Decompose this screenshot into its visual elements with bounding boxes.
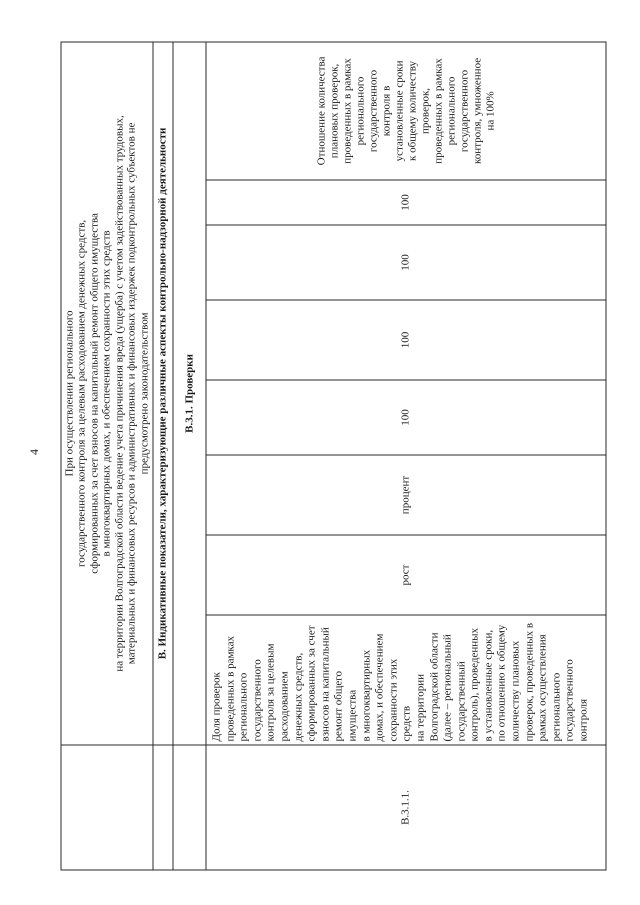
description-line: Волгоградской области [427, 632, 440, 741]
description-line: проверок, проведенных в [522, 622, 535, 741]
formula-line: плановых проверок, [327, 63, 340, 158]
formula-line: государственного [366, 69, 379, 152]
description-line: государственного [250, 658, 263, 741]
description-line: домах, и обеспечением [373, 633, 386, 741]
description-line: (далее – региональный [441, 633, 454, 741]
description-line: взносов на капитальный [318, 626, 331, 741]
subsection-title: В.3.1. Проверки [173, 41, 206, 744]
header-note-line: на территории Волгоградской области ведение учета причинения вреда (ущерба) с учетом задействованных трудовых, [112, 114, 125, 672]
header-note-line: в многоквартирных домах, и обеспечением сохранности этих средств [100, 229, 113, 556]
indicator-description [206, 615, 606, 745]
formula-line: регионального [353, 76, 366, 145]
header-note-line: государственного контроля за целевым расходованием денежных средств, [75, 219, 88, 567]
indicator-value: 100 [206, 380, 606, 455]
description-line: проведенных в рамках [223, 635, 236, 741]
formula-line: к общему количеству [405, 60, 418, 161]
description-line: контроль), проведенных [468, 627, 481, 741]
indicator-table-wrapper [60, 42, 605, 870]
description-line: количеству плановых [509, 640, 522, 741]
indicator-table [60, 41, 606, 870]
table-row [206, 41, 606, 869]
header-note-line: сформированных за счет взносов на капитальный ремонт общего имущества [87, 212, 100, 574]
indicator-unit: процент [206, 455, 606, 535]
header-note-line: предусмотрено законодательством [137, 311, 150, 474]
indicator-direction: рост [206, 535, 606, 615]
description-line: имущества [345, 689, 358, 741]
description-line: рамках осуществления [536, 633, 549, 741]
subsection-empty-cell [173, 745, 206, 870]
formula-line: контроля в [379, 85, 392, 136]
description-line: регионального [237, 672, 250, 741]
description-line: в установленные сроки, [481, 629, 494, 741]
header-note-line: материальных и финансовых ресурсов и административных и финансовых издержек подконтрольных субъектов не [125, 122, 138, 664]
description-line: сформированных за счет [305, 624, 318, 741]
description-line: регионального [549, 672, 562, 741]
formula-line: Отношение количества [314, 56, 327, 165]
description-line: государственный [454, 660, 467, 741]
indicator-value: 100 [206, 180, 606, 225]
section-row [153, 41, 173, 869]
description-line: денежных средств, [291, 652, 304, 741]
section-title: В. Индикативные показатели, характеризующие различные аспекты контрольно-надзорной деятельности [153, 41, 173, 744]
description-line: по отношению к общему [495, 624, 508, 741]
formula-line: проведенных в рамках [340, 57, 353, 164]
header-row [61, 41, 153, 869]
formula-line: проверок, [418, 87, 431, 134]
formula-line: установленные сроки [392, 59, 405, 161]
page-number: 4 [27, 449, 41, 455]
formula-line: регионального [444, 76, 457, 145]
indicator-code: В.3.1.1. [206, 745, 606, 870]
description-line: государственного [563, 658, 576, 741]
indicator-value: 100 [206, 225, 606, 300]
indicator-value: 100 [206, 300, 606, 380]
header-note-cell [61, 41, 153, 744]
description-line: Доля проверок [210, 671, 222, 741]
description-line: на территории [413, 673, 426, 741]
description-line: в многоквартирных [359, 649, 372, 741]
description-line: сохранности этих [386, 658, 399, 741]
header-empty-cell [61, 745, 153, 870]
section-empty-cell [153, 745, 173, 870]
header-note-line: При осуществлении регионального [63, 309, 76, 476]
description-line: расходованием [277, 670, 290, 741]
description-line: контроля [577, 698, 590, 741]
description-line: контроля за целевым [264, 643, 277, 741]
formula-line: на 100% [483, 90, 496, 131]
formula-line: проведенных в рамках [431, 57, 444, 164]
formula-line: государственного [457, 69, 470, 152]
subsection-row [173, 41, 206, 869]
description-line: средств [400, 705, 413, 741]
description-line: ремонт общего [332, 670, 345, 741]
indicator-formula [206, 41, 606, 179]
formula-line: контроля, умноженное [470, 57, 483, 164]
